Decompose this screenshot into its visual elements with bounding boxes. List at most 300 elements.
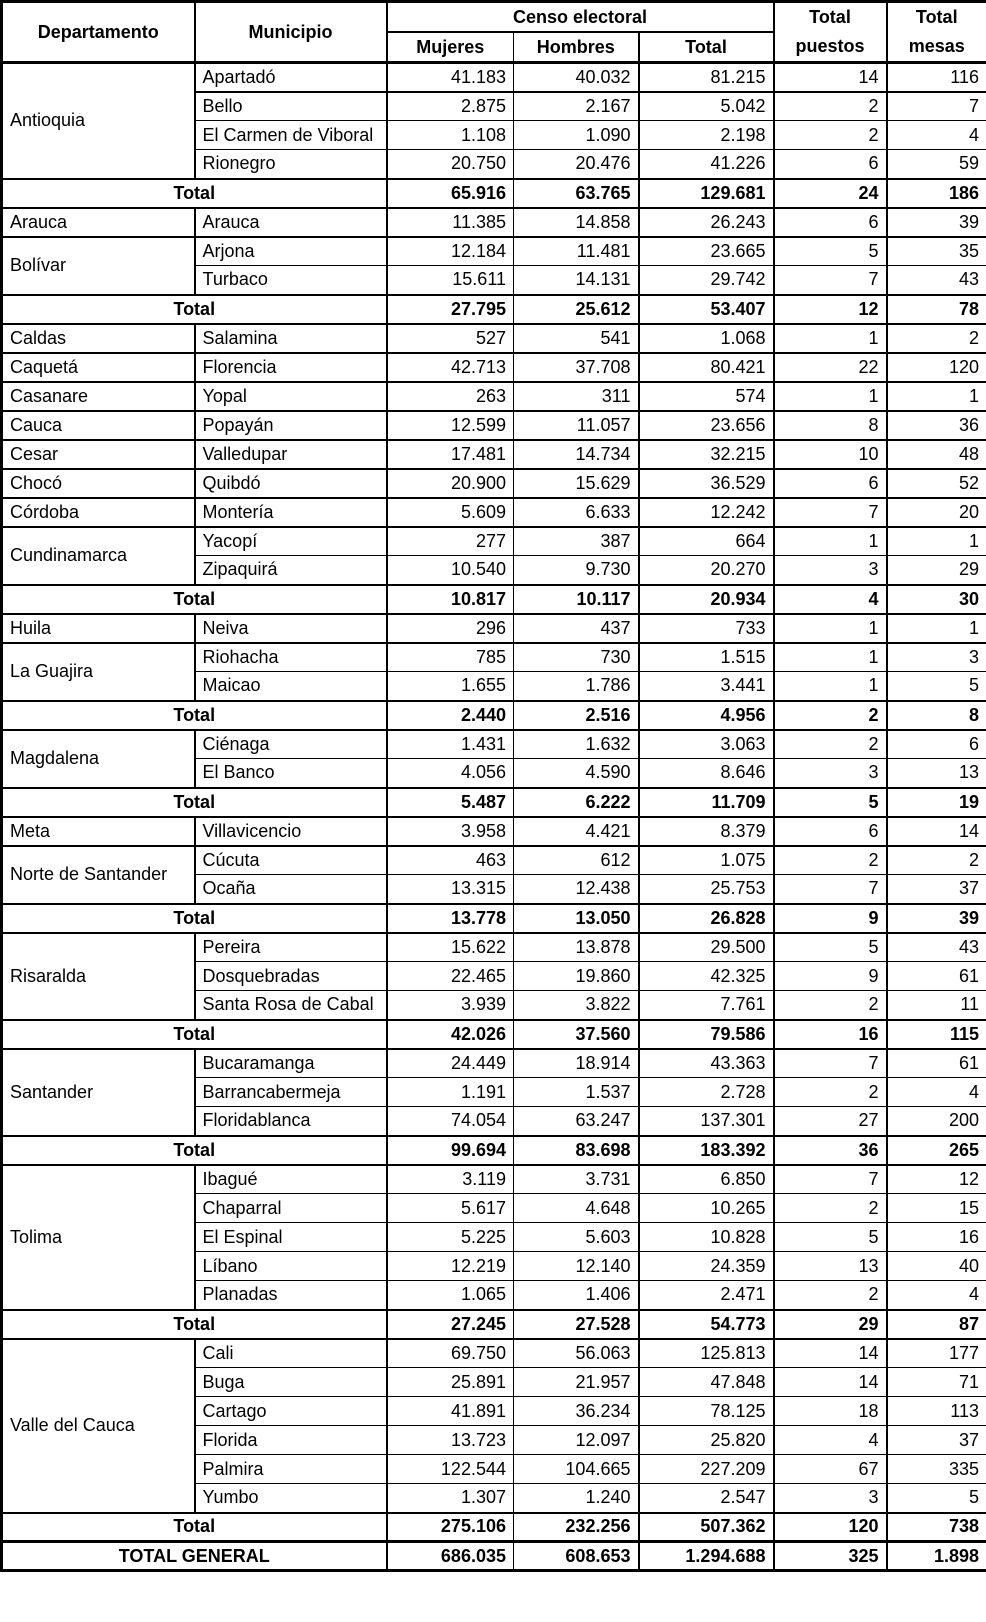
municipality-cell: Cali	[195, 1339, 387, 1368]
puestos-cell: 4	[774, 1426, 887, 1455]
hombres-cell: 387	[514, 527, 639, 556]
mujeres-cell: 3.958	[387, 817, 514, 846]
department-cell: La Guajira	[2, 643, 195, 701]
puestos-cell: 6	[774, 817, 887, 846]
total-hombres-cell: 83.698	[514, 1136, 639, 1165]
municipality-row	[2, 817, 986, 846]
puestos-cell: 3	[774, 1484, 887, 1513]
hombres-cell: 36.234	[514, 1397, 639, 1426]
department-cell: Arauca	[2, 208, 195, 237]
total-label-cell: Total	[2, 179, 387, 208]
total-puestos-line2: puestos	[795, 36, 865, 56]
total-puestos-cell: 2	[774, 701, 887, 730]
total-cell: 3.063	[639, 730, 774, 759]
total-cell: 733	[639, 614, 774, 643]
table-header	[2, 2, 986, 63]
total-hombres-cell: 10.117	[514, 585, 639, 614]
table-body	[2, 63, 986, 1571]
puestos-cell: 7	[774, 1165, 887, 1194]
mujeres-cell: 24.449	[387, 1049, 514, 1078]
total-puestos-line1: Total	[809, 7, 851, 27]
hombres-cell: 18.914	[514, 1049, 639, 1078]
hombres-cell: 5.603	[514, 1223, 639, 1252]
total-label-cell: Total	[2, 585, 387, 614]
mesas-cell: 15	[887, 1194, 986, 1223]
puestos-cell: 1	[774, 614, 887, 643]
department-total-row	[2, 585, 986, 614]
mujeres-cell: 463	[387, 846, 514, 875]
puestos-cell: 5	[774, 933, 887, 962]
grand-mujeres-cell: 686.035	[387, 1542, 514, 1571]
mesas-cell: 37	[887, 1426, 986, 1455]
total-cell: 2.471	[639, 1281, 774, 1310]
total-hombres-cell: 37.560	[514, 1020, 639, 1049]
total-puestos-cell: 29	[774, 1310, 887, 1339]
total-cell: 24.359	[639, 1252, 774, 1281]
total-mujeres-cell: 275.106	[387, 1513, 514, 1542]
total-total-cell: 11.709	[639, 788, 774, 817]
municipality-row	[2, 643, 986, 672]
total-hombres-cell: 25.612	[514, 295, 639, 324]
municipality-cell: Florida	[195, 1426, 387, 1455]
total-mesas-line1: Total	[915, 7, 958, 27]
municipality-row	[2, 411, 986, 440]
total-cell: 47.848	[639, 1368, 774, 1397]
puestos-cell: 14	[774, 63, 887, 92]
total-mujeres-cell: 2.440	[387, 701, 514, 730]
department-total-row	[2, 295, 986, 324]
total-cell: 2.198	[639, 121, 774, 150]
department-cell: Antioquia	[2, 63, 195, 179]
total-hombres-cell: 27.528	[514, 1310, 639, 1339]
total-cell: 36.529	[639, 469, 774, 498]
total-mujeres-cell: 13.778	[387, 904, 514, 933]
mesas-cell: 43	[887, 933, 986, 962]
hombres-cell: 37.708	[514, 353, 639, 382]
total-hombres-cell: 63.765	[514, 179, 639, 208]
grand-total-row	[2, 1542, 986, 1571]
total-total-cell: 54.773	[639, 1310, 774, 1339]
total-mujeres-cell: 10.817	[387, 585, 514, 614]
mesas-cell: 1	[887, 527, 986, 556]
mujeres-cell: 296	[387, 614, 514, 643]
puestos-cell: 6	[774, 208, 887, 237]
puestos-cell: 9	[774, 962, 887, 991]
mujeres-cell: 1.108	[387, 121, 514, 150]
municipality-cell: Arjona	[195, 237, 387, 266]
department-total-row	[2, 701, 986, 730]
mujeres-cell: 10.540	[387, 556, 514, 585]
hombres-cell: 12.438	[514, 875, 639, 904]
total-mesas-cell: 30	[887, 585, 986, 614]
department-cell: Caquetá	[2, 353, 195, 382]
hombres-cell: 104.665	[514, 1455, 639, 1484]
hombres-cell: 541	[514, 324, 639, 353]
department-cell: Cundinamarca	[2, 527, 195, 585]
mujeres-cell: 1.065	[387, 1281, 514, 1310]
department-cell: Caldas	[2, 324, 195, 353]
puestos-cell: 14	[774, 1339, 887, 1368]
total-cell: 26.243	[639, 208, 774, 237]
mesas-cell: 113	[887, 1397, 986, 1426]
hombres-cell: 1.240	[514, 1484, 639, 1513]
hombres-cell: 12.097	[514, 1426, 639, 1455]
hombres-cell: 20.476	[514, 150, 639, 179]
total-mesas-cell: 8	[887, 701, 986, 730]
col-header-censo-electoral: Censo electoral	[387, 2, 774, 33]
total-mujeres-cell: 42.026	[387, 1020, 514, 1049]
mujeres-cell: 20.900	[387, 469, 514, 498]
total-puestos-cell: 16	[774, 1020, 887, 1049]
hombres-cell: 14.858	[514, 208, 639, 237]
municipality-cell: El Carmen de Viboral	[195, 121, 387, 150]
municipality-cell: Planadas	[195, 1281, 387, 1310]
department-total-row	[2, 788, 986, 817]
municipality-cell: Arauca	[195, 208, 387, 237]
hombres-cell: 21.957	[514, 1368, 639, 1397]
mujeres-cell: 1.191	[387, 1078, 514, 1107]
mujeres-cell: 785	[387, 643, 514, 672]
total-cell: 664	[639, 527, 774, 556]
col-header-total: Total	[639, 32, 774, 63]
municipality-cell: Quibdó	[195, 469, 387, 498]
total-cell: 78.125	[639, 1397, 774, 1426]
mujeres-cell: 11.385	[387, 208, 514, 237]
hombres-cell: 1.632	[514, 730, 639, 759]
hombres-cell: 15.629	[514, 469, 639, 498]
total-label-cell: Total	[2, 904, 387, 933]
header-row-1	[2, 2, 986, 33]
municipality-row	[2, 208, 986, 237]
puestos-cell: 1	[774, 527, 887, 556]
municipality-cell: Buga	[195, 1368, 387, 1397]
total-hombres-cell: 13.050	[514, 904, 639, 933]
mujeres-cell: 41.891	[387, 1397, 514, 1426]
puestos-cell: 3	[774, 556, 887, 585]
total-label-cell: Total	[2, 788, 387, 817]
puestos-cell: 2	[774, 730, 887, 759]
hombres-cell: 4.421	[514, 817, 639, 846]
total-mesas-cell: 265	[887, 1136, 986, 1165]
mesas-cell: 71	[887, 1368, 986, 1397]
mesas-cell: 52	[887, 469, 986, 498]
municipality-cell: El Espinal	[195, 1223, 387, 1252]
mujeres-cell: 41.183	[387, 63, 514, 92]
total-cell: 42.325	[639, 962, 774, 991]
total-mesas-cell: 186	[887, 179, 986, 208]
total-cell: 10.828	[639, 1223, 774, 1252]
col-header-total-mesas	[887, 2, 986, 63]
total-cell: 7.761	[639, 991, 774, 1020]
puestos-cell: 6	[774, 150, 887, 179]
col-header-hombres: Hombres	[514, 32, 639, 63]
total-cell: 3.441	[639, 672, 774, 701]
mujeres-cell: 12.219	[387, 1252, 514, 1281]
total-puestos-cell: 24	[774, 179, 887, 208]
department-cell: Magdalena	[2, 730, 195, 788]
hombres-cell: 56.063	[514, 1339, 639, 1368]
mujeres-cell: 13.723	[387, 1426, 514, 1455]
municipality-cell: Pereira	[195, 933, 387, 962]
municipality-row	[2, 730, 986, 759]
department-total-row	[2, 1136, 986, 1165]
puestos-cell: 13	[774, 1252, 887, 1281]
mujeres-cell: 263	[387, 382, 514, 411]
mujeres-cell: 12.599	[387, 411, 514, 440]
mesas-cell: 36	[887, 411, 986, 440]
mesas-cell: 5	[887, 1484, 986, 1513]
total-cell: 25.820	[639, 1426, 774, 1455]
puestos-cell: 27	[774, 1107, 887, 1136]
municipality-cell: Barrancabermeja	[195, 1078, 387, 1107]
municipality-cell: Yumbo	[195, 1484, 387, 1513]
grand-mesas-cell: 1.898	[887, 1542, 986, 1571]
mesas-cell: 2	[887, 846, 986, 875]
total-mesas-line2: mesas	[908, 36, 965, 56]
mujeres-cell: 42.713	[387, 353, 514, 382]
municipality-cell: Bello	[195, 92, 387, 121]
total-total-cell: 79.586	[639, 1020, 774, 1049]
total-total-cell: 26.828	[639, 904, 774, 933]
puestos-cell: 1	[774, 382, 887, 411]
total-mujeres-cell: 5.487	[387, 788, 514, 817]
department-cell: Casanare	[2, 382, 195, 411]
department-cell: Risaralda	[2, 933, 195, 1020]
total-puestos-cell: 4	[774, 585, 887, 614]
puestos-cell: 2	[774, 121, 887, 150]
mujeres-cell: 1.655	[387, 672, 514, 701]
total-puestos-cell: 120	[774, 1513, 887, 1542]
mesas-cell: 20	[887, 498, 986, 527]
municipality-cell: Bucaramanga	[195, 1049, 387, 1078]
hombres-cell: 4.590	[514, 759, 639, 788]
municipality-row	[2, 846, 986, 875]
puestos-cell: 5	[774, 1223, 887, 1252]
total-cell: 43.363	[639, 1049, 774, 1078]
puestos-cell: 2	[774, 1194, 887, 1223]
total-mesas-cell: 115	[887, 1020, 986, 1049]
municipality-cell: Salamina	[195, 324, 387, 353]
department-total-row	[2, 904, 986, 933]
municipality-cell: Turbaco	[195, 266, 387, 295]
department-cell: Valle del Cauca	[2, 1339, 195, 1513]
total-cell: 29.500	[639, 933, 774, 962]
hombres-cell: 1.090	[514, 121, 639, 150]
total-cell: 32.215	[639, 440, 774, 469]
municipality-cell: Dosquebradas	[195, 962, 387, 991]
total-cell: 29.742	[639, 266, 774, 295]
mujeres-cell: 22.465	[387, 962, 514, 991]
total-cell: 1.515	[639, 643, 774, 672]
mujeres-cell: 122.544	[387, 1455, 514, 1484]
hombres-cell: 63.247	[514, 1107, 639, 1136]
municipality-cell: Ocaña	[195, 875, 387, 904]
total-puestos-cell: 12	[774, 295, 887, 324]
hombres-cell: 4.648	[514, 1194, 639, 1223]
mesas-cell: 29	[887, 556, 986, 585]
hombres-cell: 12.140	[514, 1252, 639, 1281]
mesas-cell: 177	[887, 1339, 986, 1368]
municipality-cell: Villavicencio	[195, 817, 387, 846]
mesas-cell: 116	[887, 63, 986, 92]
municipality-cell: Santa Rosa de Cabal	[195, 991, 387, 1020]
total-cell: 8.379	[639, 817, 774, 846]
total-total-cell: 4.956	[639, 701, 774, 730]
total-mesas-cell: 738	[887, 1513, 986, 1542]
municipality-cell: Chaparral	[195, 1194, 387, 1223]
department-cell: Santander	[2, 1049, 195, 1136]
mesas-cell: 1	[887, 614, 986, 643]
municipality-row	[2, 498, 986, 527]
municipality-row	[2, 324, 986, 353]
mesas-cell: 3	[887, 643, 986, 672]
puestos-cell: 5	[774, 237, 887, 266]
municipality-cell: Yacopí	[195, 527, 387, 556]
mujeres-cell: 69.750	[387, 1339, 514, 1368]
department-cell: Chocó	[2, 469, 195, 498]
mesas-cell: 13	[887, 759, 986, 788]
mujeres-cell: 527	[387, 324, 514, 353]
mesas-cell: 12	[887, 1165, 986, 1194]
department-cell: Cesar	[2, 440, 195, 469]
total-puestos-cell: 36	[774, 1136, 887, 1165]
total-cell: 12.242	[639, 498, 774, 527]
mesas-cell: 35	[887, 237, 986, 266]
total-cell: 2.547	[639, 1484, 774, 1513]
puestos-cell: 3	[774, 759, 887, 788]
puestos-cell: 7	[774, 1049, 887, 1078]
total-total-cell: 129.681	[639, 179, 774, 208]
mujeres-cell: 3.119	[387, 1165, 514, 1194]
hombres-cell: 6.633	[514, 498, 639, 527]
mesas-cell: 120	[887, 353, 986, 382]
total-hombres-cell: 6.222	[514, 788, 639, 817]
puestos-cell: 10	[774, 440, 887, 469]
mujeres-cell: 15.611	[387, 266, 514, 295]
municipality-cell: El Banco	[195, 759, 387, 788]
grand-total-cell: 1.294.688	[639, 1542, 774, 1571]
municipality-row	[2, 1049, 986, 1078]
total-cell: 574	[639, 382, 774, 411]
mesas-cell: 16	[887, 1223, 986, 1252]
total-cell: 8.646	[639, 759, 774, 788]
mesas-cell: 4	[887, 121, 986, 150]
municipality-cell: Ciénaga	[195, 730, 387, 759]
department-cell: Huila	[2, 614, 195, 643]
total-puestos-cell: 9	[774, 904, 887, 933]
puestos-cell: 7	[774, 498, 887, 527]
total-total-cell: 183.392	[639, 1136, 774, 1165]
puestos-cell: 67	[774, 1455, 887, 1484]
total-cell: 80.421	[639, 353, 774, 382]
puestos-cell: 2	[774, 1078, 887, 1107]
municipality-row	[2, 933, 986, 962]
total-cell: 23.656	[639, 411, 774, 440]
municipality-cell: Rionegro	[195, 150, 387, 179]
hombres-cell: 13.878	[514, 933, 639, 962]
hombres-cell: 1.786	[514, 672, 639, 701]
department-cell: Norte de Santander	[2, 846, 195, 904]
mesas-cell: 200	[887, 1107, 986, 1136]
mujeres-cell: 5.617	[387, 1194, 514, 1223]
puestos-cell: 1	[774, 672, 887, 701]
mesas-cell: 7	[887, 92, 986, 121]
municipality-cell: Cartago	[195, 1397, 387, 1426]
total-puestos-cell: 5	[774, 788, 887, 817]
total-mujeres-cell: 99.694	[387, 1136, 514, 1165]
hombres-cell: 11.057	[514, 411, 639, 440]
total-mujeres-cell: 65.916	[387, 179, 514, 208]
total-label-cell: Total	[2, 1513, 387, 1542]
total-cell: 10.265	[639, 1194, 774, 1223]
total-cell: 227.209	[639, 1455, 774, 1484]
total-label-cell: Total	[2, 1020, 387, 1049]
mujeres-cell: 12.184	[387, 237, 514, 266]
hombres-cell: 14.131	[514, 266, 639, 295]
mujeres-cell: 277	[387, 527, 514, 556]
municipality-row	[2, 527, 986, 556]
col-header-mujeres: Mujeres	[387, 32, 514, 63]
mesas-cell: 5	[887, 672, 986, 701]
col-header-municipio: Municipio	[195, 2, 387, 63]
municipality-row	[2, 63, 986, 92]
puestos-cell: 6	[774, 469, 887, 498]
department-cell: Tolima	[2, 1165, 195, 1310]
municipality-row	[2, 1339, 986, 1368]
municipality-cell: Palmira	[195, 1455, 387, 1484]
total-total-cell: 20.934	[639, 585, 774, 614]
municipality-cell: Zipaquirá	[195, 556, 387, 585]
total-hombres-cell: 2.516	[514, 701, 639, 730]
municipality-cell: Valledupar	[195, 440, 387, 469]
total-label-cell: Total	[2, 295, 387, 324]
municipality-cell: Neiva	[195, 614, 387, 643]
mesas-cell: 39	[887, 208, 986, 237]
municipality-row	[2, 382, 986, 411]
hombres-cell: 311	[514, 382, 639, 411]
puestos-cell: 22	[774, 353, 887, 382]
hombres-cell: 19.860	[514, 962, 639, 991]
municipality-cell: Maicao	[195, 672, 387, 701]
mujeres-cell: 2.875	[387, 92, 514, 121]
mujeres-cell: 5.225	[387, 1223, 514, 1252]
puestos-cell: 2	[774, 991, 887, 1020]
mujeres-cell: 13.315	[387, 875, 514, 904]
municipality-cell: Popayán	[195, 411, 387, 440]
grand-total-label-cell: TOTAL GENERAL	[2, 1542, 387, 1571]
total-total-cell: 53.407	[639, 295, 774, 324]
mujeres-cell: 17.481	[387, 440, 514, 469]
department-total-row	[2, 1513, 986, 1542]
puestos-cell: 7	[774, 266, 887, 295]
department-total-row	[2, 1020, 986, 1049]
hombres-cell: 40.032	[514, 63, 639, 92]
grand-puestos-cell: 325	[774, 1542, 887, 1571]
municipality-cell: Riohacha	[195, 643, 387, 672]
total-total-cell: 507.362	[639, 1513, 774, 1542]
total-mesas-cell: 39	[887, 904, 986, 933]
department-cell: Córdoba	[2, 498, 195, 527]
municipality-cell: Floridablanca	[195, 1107, 387, 1136]
grand-hombres-cell: 608.653	[514, 1542, 639, 1571]
mesas-cell: 37	[887, 875, 986, 904]
mesas-cell: 40	[887, 1252, 986, 1281]
mesas-cell: 61	[887, 962, 986, 991]
total-cell: 1.075	[639, 846, 774, 875]
mesas-cell: 43	[887, 266, 986, 295]
total-hombres-cell: 232.256	[514, 1513, 639, 1542]
mesas-cell: 1	[887, 382, 986, 411]
